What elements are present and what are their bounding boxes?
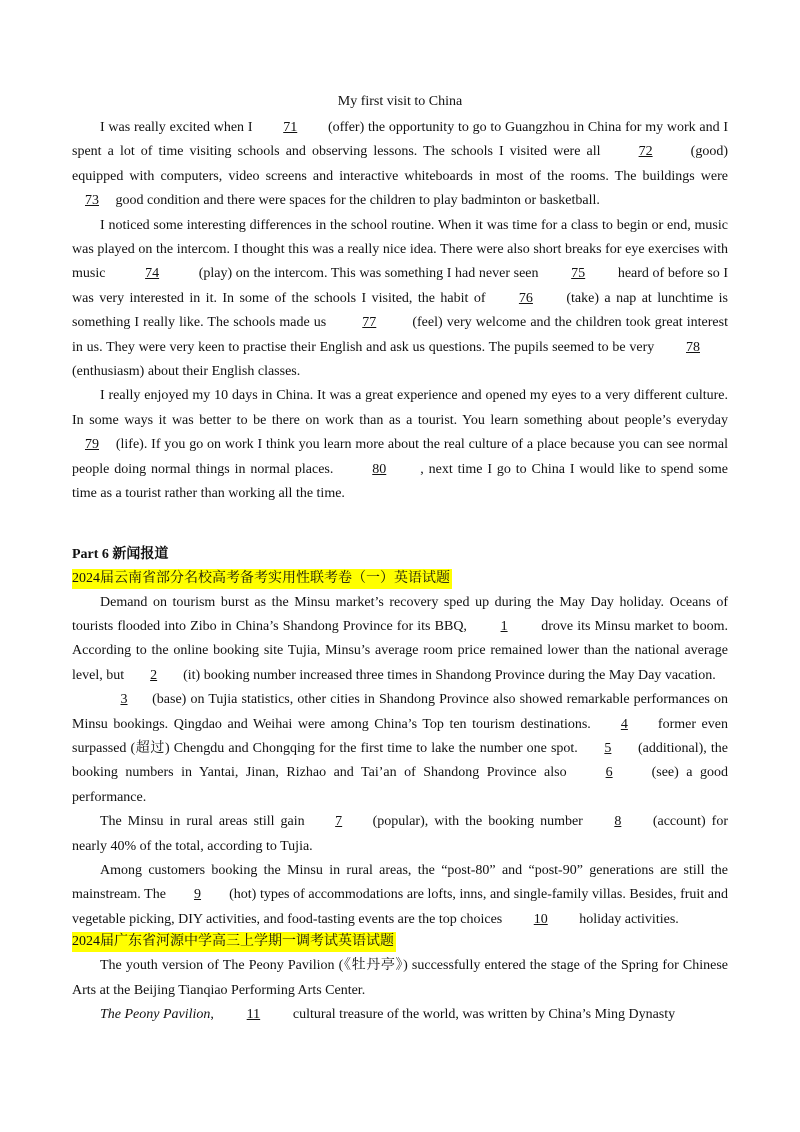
source-label-2: 2024届广东省河源中学高三上学期一调考试英语试题 bbox=[72, 932, 396, 952]
document-page bbox=[72, 92, 728, 1027]
blank-76: 76 bbox=[518, 290, 533, 306]
source-label-1: 2024届云南省部分名校高考备考实用性联考卷（一）英语试题 bbox=[72, 569, 452, 589]
blank-75: 75 bbox=[571, 266, 586, 282]
blank-72: 72 bbox=[638, 144, 653, 160]
blank-6: 6 bbox=[605, 765, 613, 781]
news-paragraph-5: The youth version of The Peony Pavilion (《牡丹亭》) successfully entered the stage of the Spring for Chinese Arts at the Beijing Tianqiao Performing Arts Center. bbox=[72, 958, 728, 998]
blank-77: 77 bbox=[362, 315, 377, 331]
blank-80: 80 bbox=[372, 461, 387, 477]
blank-3: 3 bbox=[120, 692, 128, 708]
news-paragraph-1: Demand on tourism burst as the Minsu market’s recovery sped up during the May Day holiday. Oceans of tourists flooded into Zibo in China’s Shandong Province for its BBQ, 1 drove its Minsu market to boom. According to the online booking site Tujia, Minsu’s average room price remained lower than the national average level, but 2 (it) booking number increased three times in Shandong Province during the May Day vacation. bbox=[72, 591, 728, 689]
work-title: The Peony Pavilion bbox=[100, 1007, 211, 1022]
blank-4: 4 bbox=[620, 716, 628, 732]
blank-10: 10 bbox=[533, 911, 548, 927]
news-paragraph-2: 3 (base) on Tujia statistics, other cities in Shandong Province also showed remarkable performances on Minsu bookings. Qingdao and Weihai were among China’s Top ten tourism destinations. 4 former even surpassed (超过) Chengdu and Chongqing for the first time to lake the number one spot. 5 (additional), the booking numbers in Yantai, Jinan, Rizhao and Tai’an of Shandong Province also 6 (see) a good performance. bbox=[72, 688, 728, 810]
blank-79: 79 bbox=[85, 437, 99, 453]
part-heading: Part 6 新闻报道 bbox=[72, 546, 169, 562]
blank-8: 8 bbox=[614, 814, 622, 830]
news-paragraph-6: The Peony Pavilion, 11 cultural treasure of the world, was written by China’s Ming Dynasty bbox=[72, 1003, 728, 1027]
blank-78: 78 bbox=[686, 339, 700, 355]
blank-11: 11 bbox=[246, 1007, 261, 1022]
passage-title: My first visit to China bbox=[337, 94, 463, 109]
news-paragraph-4: Among customers booking the Minsu in rural areas, the “post-80” and “post-90” generations are still the mainstream. The 9 (hot) types of accommodations are lofts, inns, and single-family villas. Besides, fruit and vegetable picking, DIY activities, and food-tasting events are the top choices 10 holiday activities. bbox=[72, 859, 728, 932]
passage-paragraph-2: I noticed some interesting differences in the school routine. When it was time for a class to begin or end, music was played on the intercom. I thought this was a really nice idea. There were also short breaks for eye exercises with music 74 (play) on the intercom. This was something I had never seen 75 heard of before so I was very interested in it. In some of the schools I visited, the habit of 76 (take) a nap at lunchtime is something I really like. The schools made us 77 (feel) very welcome and the children took great interest in us. They were very keen to practise their English and ask us questions. The pupils seemed to be very 78(enthusiasm) about their English classes. bbox=[72, 217, 728, 380]
news-paragraph-3: The Minsu in rural areas still gain 7 (popular), with the booking number 8 (account) for nearly 40% of the total, according to Tujia. bbox=[72, 810, 728, 859]
blank-2: 2 bbox=[150, 667, 158, 683]
blank-73: 73 bbox=[85, 193, 99, 209]
passage-paragraph-1: I was really excited when I 71 (offer) the opportunity to go to Guangzhou in China for my work and I spent a lot of time visiting schools and observing lessons. The schools I visited were all 72 (good) equipped with computers, video screens and interactive whiteboards in most of the rooms. The buildings were 73 good condition and there were spaces for the children to play badminton or basketball. bbox=[72, 116, 728, 214]
blank-71: 71 bbox=[283, 120, 298, 135]
blank-9: 9 bbox=[194, 887, 202, 903]
passage-paragraph-3: I really enjoyed my 10 days in China. It was a great experience and opened my eyes to a very different culture. In some ways it was better to be there on work than as a tourist. You learn something about people’s everyday 79 (life). If you go on work I think you learn more about the real culture of a place because you can see normal people doing normal things in normal places. 80 , next time I go to China I would like to spend some time as a tourist rather than working all the time. bbox=[72, 388, 728, 502]
blank-1: 1 bbox=[500, 618, 508, 634]
blank-5: 5 bbox=[604, 740, 612, 756]
blank-74: 74 bbox=[145, 266, 160, 282]
blank-7: 7 bbox=[335, 814, 343, 830]
